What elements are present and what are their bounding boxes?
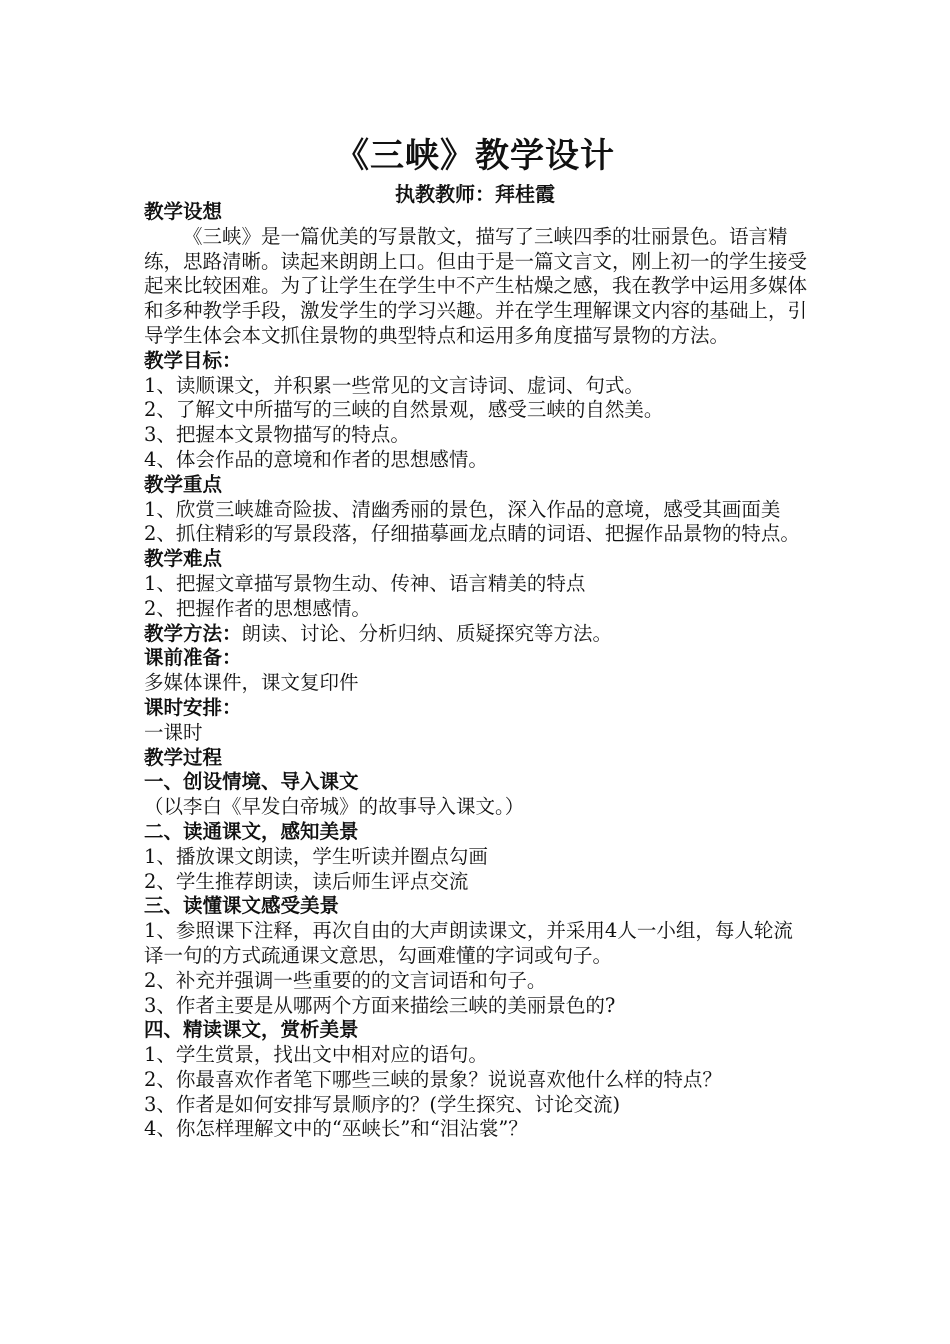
document-title: 《三峡》教学设计: [335, 136, 615, 176]
step-heading: 二、读通课文，感知美景: [144, 819, 359, 843]
method-label: 教学方法：: [144, 621, 242, 645]
step-heading: 三、读懂课文感受美景: [144, 894, 340, 918]
list-item: 1、参照课下注释，再次自由的大声朗读课文，并采用4人一小组，每人轮流译一句的方式疏通课文意思，勾画难懂的字词或句子。: [144, 919, 793, 967]
section-heading: 教学设想: [144, 200, 223, 223]
list-item: 4、你怎样理解文中的“巫峡长”和“泪沾裳”？: [144, 1117, 528, 1141]
list-item: 1、把握文章描写景物生动、传神、语言精美的特点: [144, 571, 586, 595]
method-text: 朗读、讨论、分析归纳、质疑探究等方法。: [241, 621, 613, 645]
section-heading: 教学过程: [144, 745, 223, 769]
list-item: 2、你最喜欢作者笔下哪些三峡的景象？说说喜欢他什么样的特点？: [144, 1067, 722, 1091]
paragraph: 《三峡》是一篇优美的写景散文，描写了三峡四季的壮丽景色。语言精练，思路清晰。读起来朗朗上口。但由于是一篇文言文，刚上初一的学生接受起来比较困难。为了让学生在学生中不产生枯燥之感，我在教学中运用多媒体和多种教学手段，激发学生的学习兴趣。并在学生理解课文内容的基础上，引导学生体会本文抓住景物的典型特点和运用多角度描写景物的方法。: [144, 224, 808, 347]
list-item: 1、播放课文朗读，学生听读并圈点勾画: [144, 844, 488, 868]
list-item: 1、欣赏三峡雄奇险拔、清幽秀丽的景色，深入作品的意境，感受其画面美: [144, 497, 781, 521]
list-item: 2、把握作者的思想感情。: [144, 596, 371, 620]
list-item: 3、把握本文景物描写的特点。: [144, 423, 410, 447]
list-item: 2、补充并强调一些重要的的文言词语和句子。: [144, 968, 547, 992]
list-item: 2、了解文中所描写的三峡的自然景观，感受三峡的自然美。: [144, 398, 664, 422]
list-item: 1、读顺课文，并积累一些常见的文言诗词、虚词、句式。: [144, 373, 644, 397]
section-heading: 教学目标：: [144, 348, 242, 372]
step-heading: 一、创设情境、导入课文: [144, 770, 359, 794]
section-heading: 课时安排：: [144, 695, 242, 719]
method-line: [144, 622, 810, 647]
section-heading: 课前准备：: [144, 646, 242, 670]
list-item: 3、作者是如何安排写景顺序的？(学生探究、讨论交流): [144, 1092, 621, 1116]
list-item: 3、作者主要是从哪两个方面来描绘三峡的美丽景色的?: [144, 993, 616, 1017]
section-heading: 教学重点: [144, 472, 223, 496]
paragraph: （以李白《早发白帝城》的故事导入课文。）: [144, 795, 525, 819]
document-subtitle: 执教教师：拜桂霞: [395, 182, 555, 206]
list-item: 2、学生推荐朗读，读后师生评点交流: [144, 869, 469, 893]
list-item: 1、学生赏景，找出文中相对应的语句。: [144, 1043, 488, 1067]
step-heading: 四、精读课文，赏析美景: [144, 1018, 359, 1042]
paragraph: 一课时: [144, 720, 203, 744]
document-body: [144, 200, 810, 1142]
paragraph: 多媒体课件，课文复印件: [144, 671, 359, 695]
list-item: 4、体会作品的意境和作者的思想感情。: [144, 447, 488, 471]
section-heading: 教学难点: [144, 547, 223, 571]
list-item: 2、抓住精彩的写景段落，仔细描摹画龙点睛的词语、把握作品景物的特点。: [144, 522, 800, 546]
